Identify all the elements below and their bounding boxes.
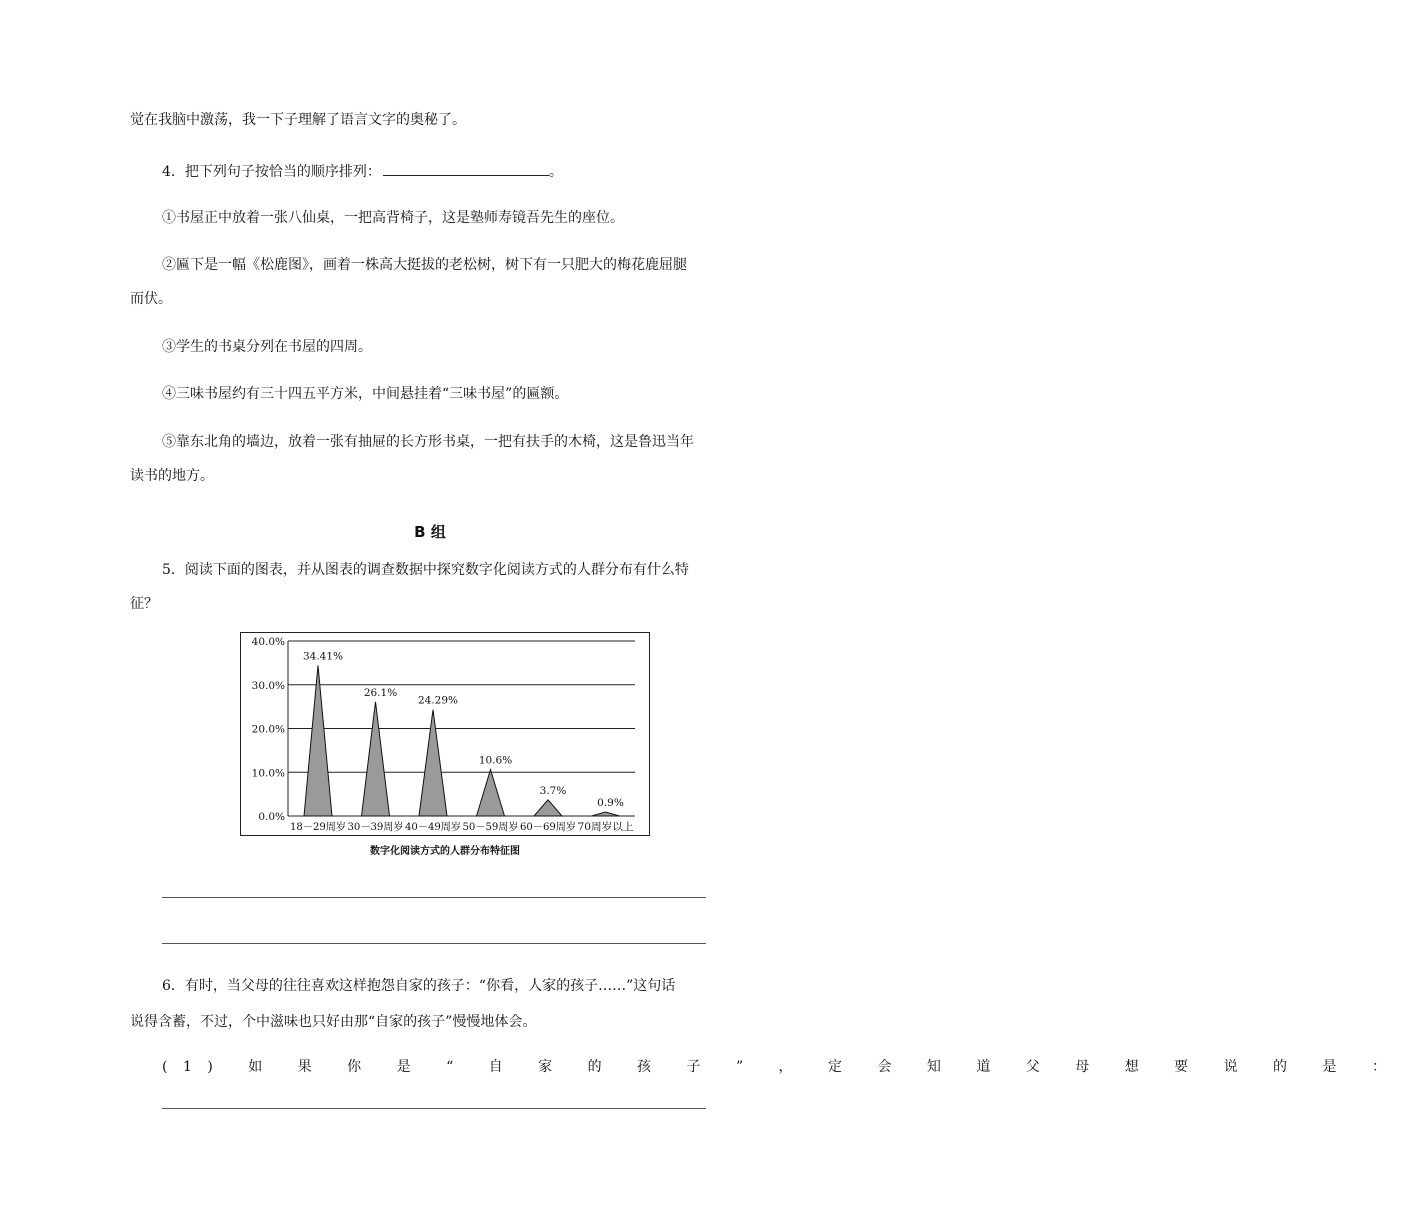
y-tick-label: 0.0% bbox=[258, 811, 285, 823]
question-5-line-1: 5．阅读下面的图表，并从图表的调查数据中探究数字化阅读方式的人群分布有什么特 bbox=[162, 562, 689, 578]
age-distribution-chart bbox=[240, 632, 650, 836]
y-tick-label: 30.0% bbox=[251, 679, 285, 692]
x-tick-label: 70周岁以上 bbox=[577, 821, 633, 833]
y-tick-label: 10.0% bbox=[251, 767, 285, 780]
group-heading: B 组 bbox=[414, 523, 446, 541]
sentence-3: ③学生的书桌分列在书屋的四周。 bbox=[162, 339, 372, 355]
chart-title: 数字化阅读方式的人群分布特征图 bbox=[370, 846, 520, 857]
answer-line-1[interactable] bbox=[162, 897, 706, 898]
question-6-line-1: 6．有时，当父母的往往喜欢这样抱怨自家的孩子：“你看，人家的孩子……”这句话 bbox=[162, 978, 676, 994]
data-label: 26.1% bbox=[363, 686, 398, 699]
x-tick-label: 30－39周岁 bbox=[347, 821, 406, 833]
question-5-line-2: 征？ bbox=[130, 596, 158, 612]
question-4-prompt: 4．把下列句子按恰当的顺序排列： bbox=[162, 164, 381, 180]
data-label: 10.6% bbox=[478, 754, 513, 767]
x-tick-label: 40－49周岁 bbox=[405, 821, 464, 833]
answer-blank[interactable] bbox=[383, 161, 549, 176]
x-tick-label: 60－69周岁 bbox=[520, 821, 579, 833]
sentence-5-line-2: 读书的地方。 bbox=[130, 468, 214, 484]
y-tick-label: 40.0% bbox=[251, 636, 285, 648]
sentence-5-line-1: ⑤靠东北角的墙边，放着一张有抽屉的长方形书桌，一把有扶手的木椅，这是鲁迅当年 bbox=[162, 434, 694, 450]
data-label: 3.7% bbox=[539, 784, 567, 797]
answer-line-2[interactable] bbox=[162, 943, 706, 944]
question-4 bbox=[162, 161, 563, 182]
question-6-part-1: (1) 如 果 你 是 “ 自 家 的 孩 子 ” ， 定 会 知 道 父 母 想 要 说 的 是 ： bbox=[162, 1059, 1401, 1075]
sentence-4: ④三味书屋约有三十四五平方米，中间悬挂着“三味书屋”的匾额。 bbox=[162, 386, 569, 402]
data-label: 34.41% bbox=[302, 650, 344, 663]
sentence-1: ①书屋正中放着一张八仙桌，一把高背椅子，这是塾师寿镜吾先生的座位。 bbox=[162, 210, 624, 226]
sentence-2-line-1: ②匾下是一幅《松鹿图》，画着一株高大挺拔的老松树，树下有一只肥大的梅花鹿屈腿 bbox=[162, 257, 687, 273]
paragraph-continuation: 觉在我脑中激荡，我一下子理解了语言文字的奥秘了。 bbox=[130, 112, 466, 128]
y-tick-label: 20.0% bbox=[251, 723, 285, 736]
sentence-2-line-2: 而伏。 bbox=[130, 291, 172, 307]
question-6-line-2: 说得含蓄，不过，个中滋味也只好由那“自家的孩子”慢慢地体会。 bbox=[130, 1014, 537, 1030]
question-4-end: 。 bbox=[548, 164, 563, 180]
data-label: 24.29% bbox=[417, 694, 459, 707]
answer-line-3[interactable] bbox=[162, 1108, 706, 1109]
data-label: 0.9% bbox=[597, 797, 624, 810]
x-tick-label: 18－29周岁 bbox=[290, 821, 349, 833]
x-tick-label: 50－59周岁 bbox=[462, 821, 521, 833]
